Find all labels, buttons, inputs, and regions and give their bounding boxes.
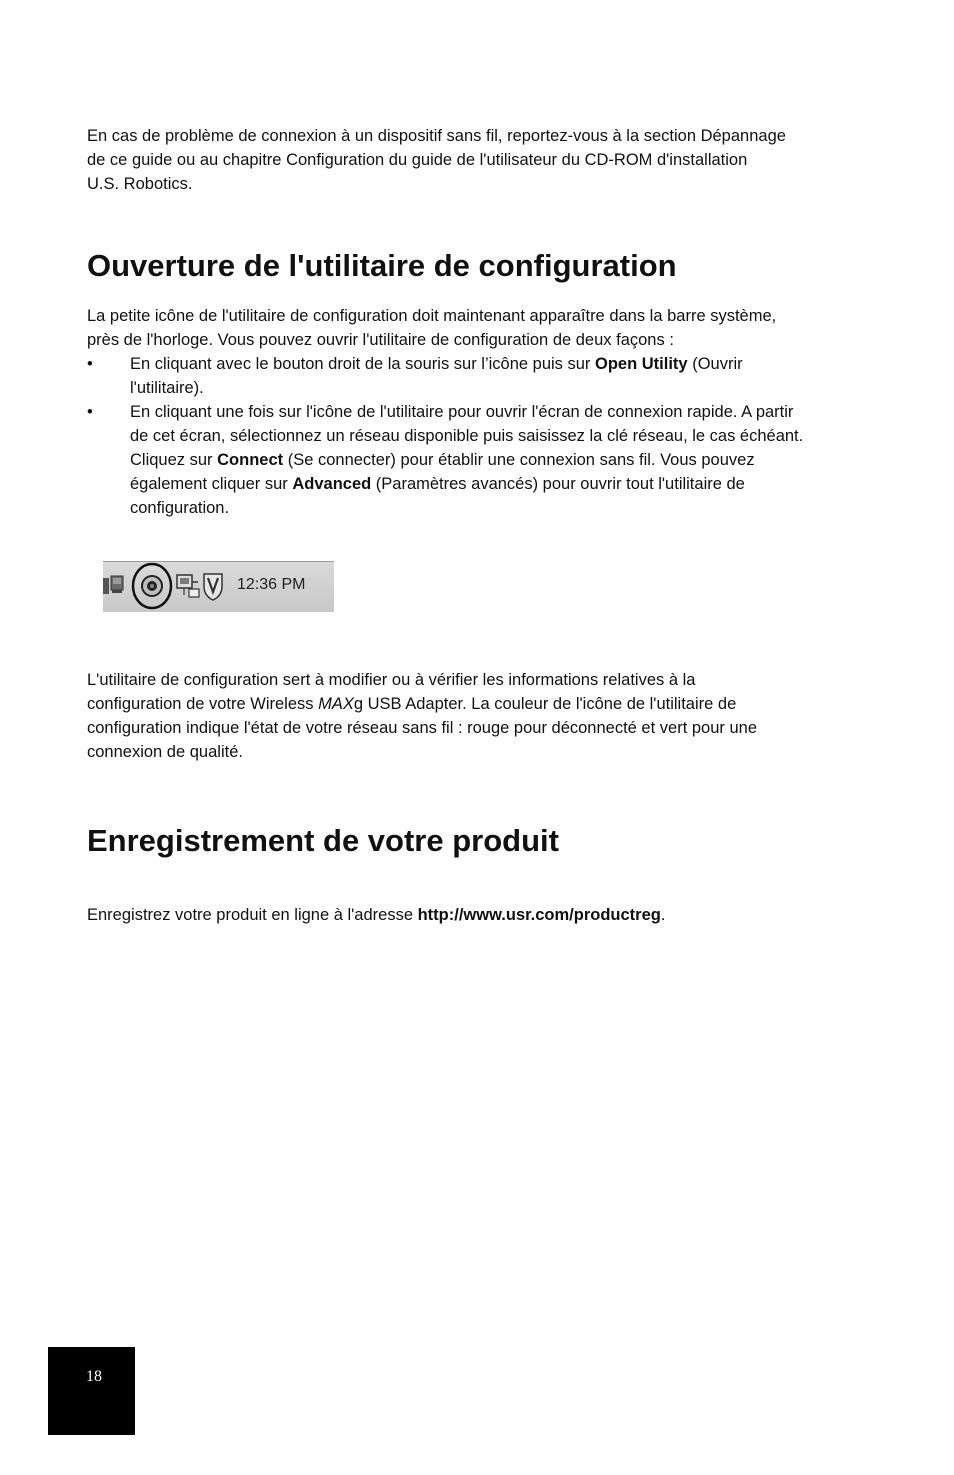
section1-paragraph — [87, 304, 877, 352]
intro-line-1: En cas de problème de connexion à un dispositif sans fil, reportez-vous à la section Dépannage — [87, 127, 786, 145]
system-tray-screenshot — [103, 561, 334, 612]
network-connection-icon — [177, 575, 199, 597]
bullet-item-quick-connect — [87, 400, 877, 520]
intro-paragraph — [87, 124, 877, 196]
bullet-item-open-utility — [87, 352, 877, 400]
intro-line-2: de ce guide ou au chapitre Configuration du guide de l'utilisateur du CD-ROM d'installation — [87, 151, 748, 169]
section-heading-product-registration: Enregistrement de votre produit — [87, 823, 559, 858]
section1-para-line-2: près de l'horloge. Vous pouvez ouvrir l'utilitaire de configuration de deux façons : — [87, 331, 674, 349]
bullet1-text-pre: En cliquant avec le bouton droit de la souris sur l’icône puis sur — [130, 355, 596, 373]
bullet1-line-1 — [130, 352, 870, 376]
bullet-text — [130, 352, 870, 400]
section-heading-configuration-utility: Ouverture de l'utilitaire de configuration — [87, 248, 677, 283]
shield-icon — [204, 574, 222, 600]
bullet2-line-5: configuration. — [130, 499, 230, 517]
registration-text-post: . — [660, 906, 666, 924]
bullet2-line-2: de cet écran, sélectionnez un réseau disponible puis saisissez la clé réseau, le cas échéant. — [130, 427, 804, 445]
bullet-marker: • — [87, 355, 93, 373]
tray-clock: 12:36 PM — [237, 576, 306, 593]
bullet1-line-2: l'utilitaire). — [130, 379, 204, 397]
para2-line-2 — [87, 692, 877, 716]
utility-target-icon — [133, 564, 171, 608]
bullet2-line4-pre: également cliquer sur — [130, 475, 293, 493]
bullet2-line-4 — [130, 472, 870, 496]
tray-icons — [103, 562, 233, 612]
open-utility-label: Open Utility — [595, 355, 688, 373]
bullet2-line3-pre: Cliquez sur — [130, 451, 218, 469]
section1-paragraph-2 — [87, 668, 877, 764]
product-registration-url: http://www.usr.com/productreg — [417, 906, 661, 924]
section1-para-line-1: La petite icône de l'utilitaire de configuration doit maintenant apparaître dans la barre système, — [87, 307, 777, 325]
para2-line-3: configuration indique l'état de votre réseau sans fil : rouge pour déconnecté et vert pour une — [87, 719, 757, 737]
bullet1-text-post: (Ouvrir — [687, 355, 743, 373]
bullet2-line4-post: (Paramètres avancés) pour ouvrir tout l'utilitaire de — [371, 475, 745, 493]
para2-line2-pre: configuration de votre Wireless — [87, 695, 319, 713]
registration-paragraph — [87, 903, 877, 927]
para2-line-1: L'utilitaire de configuration sert à modifier ou à vérifier les informations relatives à la — [87, 671, 696, 689]
page-number-box — [48, 1347, 135, 1435]
bullet2-line-3 — [130, 448, 870, 472]
bullet-marker: • — [87, 403, 93, 421]
para2-line-4: connexion de qualité. — [87, 743, 243, 761]
advanced-label: Advanced — [292, 475, 372, 493]
maxg-italic: MAX — [318, 695, 354, 713]
bullet2-line-1: En cliquant une fois sur l'icône de l'utilitaire pour ouvrir l'écran de connexion rapide. A partir — [130, 403, 794, 421]
intro-line-3: U.S. Robotics. — [87, 175, 193, 193]
registration-text-pre: Enregistrez votre produit en ligne à l'adresse — [87, 906, 418, 924]
network-monitor-icon — [103, 576, 123, 594]
connect-label: Connect — [217, 451, 284, 469]
page-number: 18 — [86, 1368, 102, 1385]
bullet-text — [130, 400, 870, 520]
para2-line2-post: g USB Adapter. La couleur de l'icône de l'utilitaire de — [353, 695, 737, 713]
bullet2-line3-post: (Se connecter) pour établir une connexion sans fil. Vous pouvez — [283, 451, 755, 469]
